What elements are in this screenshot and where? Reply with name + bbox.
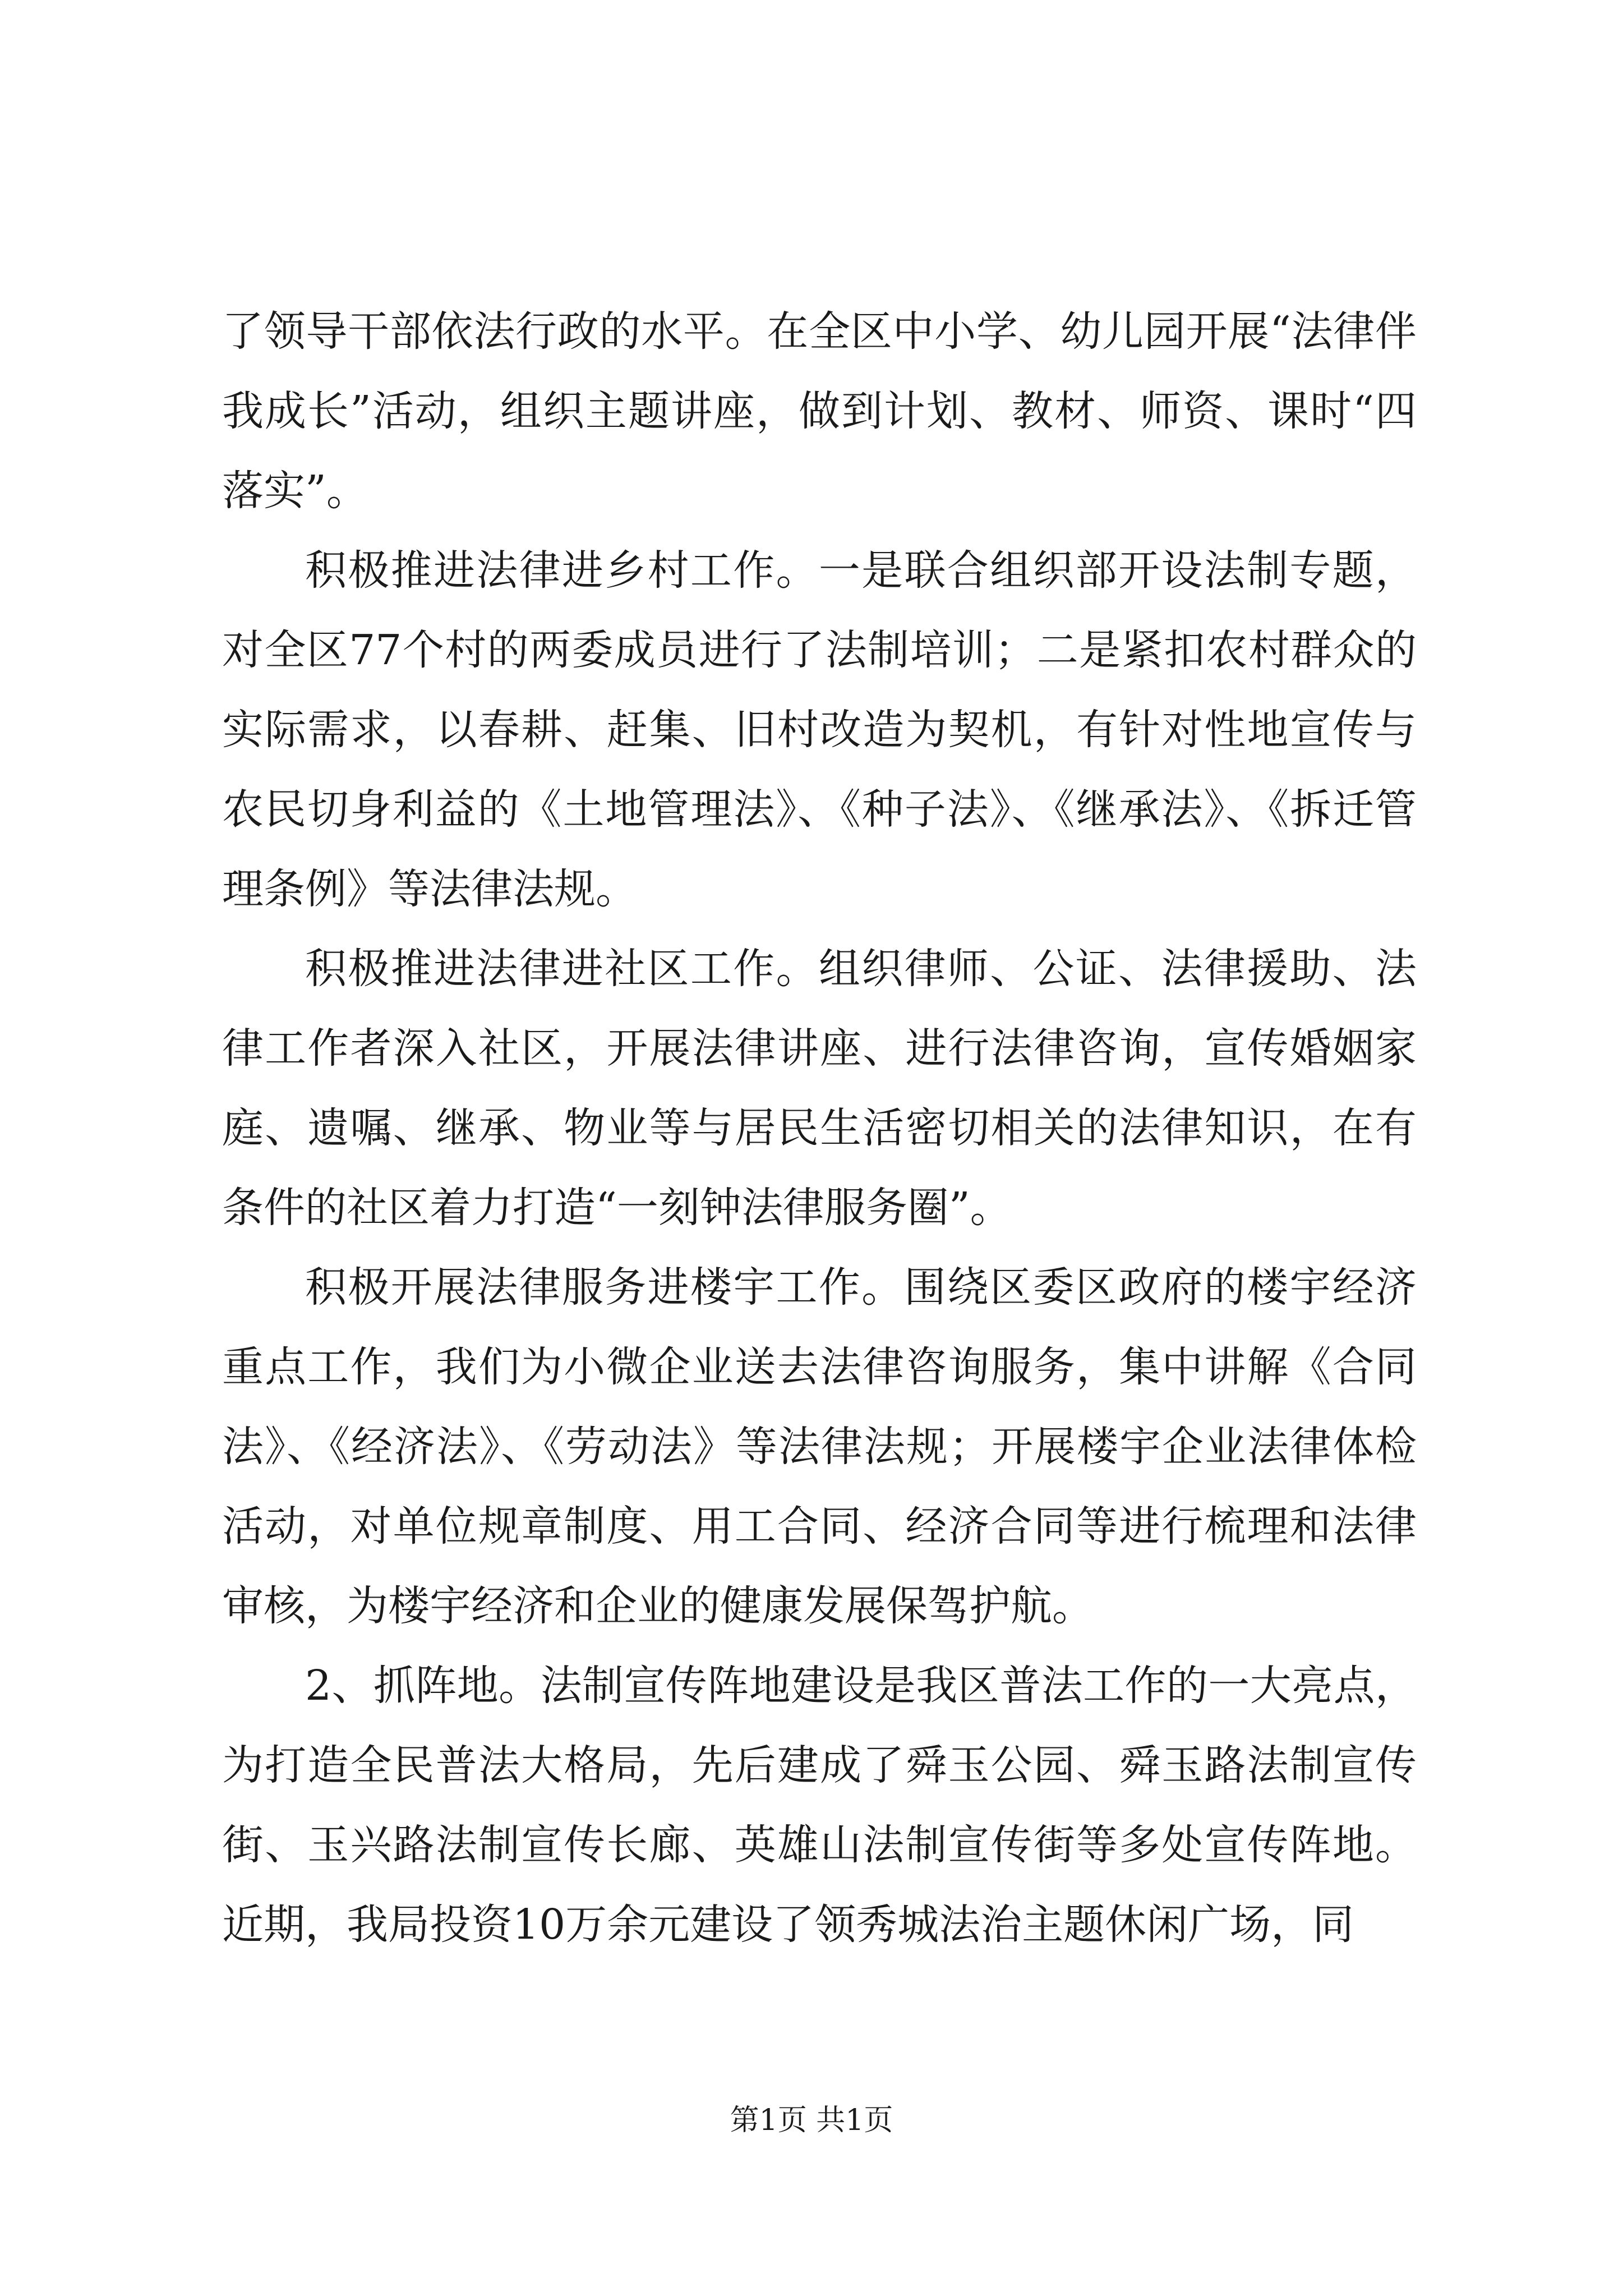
document-body <box>222 292 1417 1964</box>
paragraph: 了领导干部依法行政的水平。在全区中小学、幼儿园开展“法律伴我成长”活动，组织主题讲座，做到计划、教材、师资、课时“四落实”。 <box>222 307 1417 515</box>
paragraph: 积极开展法律服务进楼宇工作。围绕区委区政府的楼宇经济重点工作，我们为小微企业送去法律咨询服务，集中讲解《合同法》、《经济法》、《劳动法》等法律法规；开展楼宇企业法律体检活动，对单位规章制度、用工合同、经济合同等进行梳理和法律审核，为楼宇经济和企业的健康发展保驾护航。 <box>222 1263 1417 1630</box>
paragraph: 积极推进法律进社区工作。组织律师、公证、法律援助、法律工作者深入社区，开展法律讲座、进行法律咨询，宣传婚姻家庭、遗嘱、继承、物业等与居民生活密切相关的法律知识，在有条件的社区着力打造“一刻钟法律服务圈”。 <box>222 945 1417 1232</box>
paragraph: 2、抓阵地。法制宣传阵地建设是我区普法工作的一大亮点，为打造全民普法大格局，先后建成了舜玉公园、舜玉路法制宣传街、玉兴路法制宣传长廊、英雄山法制宣传街等多处宣传阵地。近期，我局投资10万余元建设了领秀城法治主题休闲广场，同 <box>222 1662 1417 1949</box>
page-footer <box>0 2101 1623 2140</box>
paragraph: 积极推进法律进乡村工作。一是联合组织部开设法制专题，对全区77个村的两委成员进行了法制培训；二是紧扣农村群众的实际需求，以春耕、赶集、旧村改造为契机，有针对性地宣传与农民切身利益的《土地管理法》、《种子法》、《继承法》、《拆迁管理条例》等法律法规。 <box>222 546 1417 913</box>
page-number-label: 第1页 共1页 <box>730 2104 893 2137</box>
